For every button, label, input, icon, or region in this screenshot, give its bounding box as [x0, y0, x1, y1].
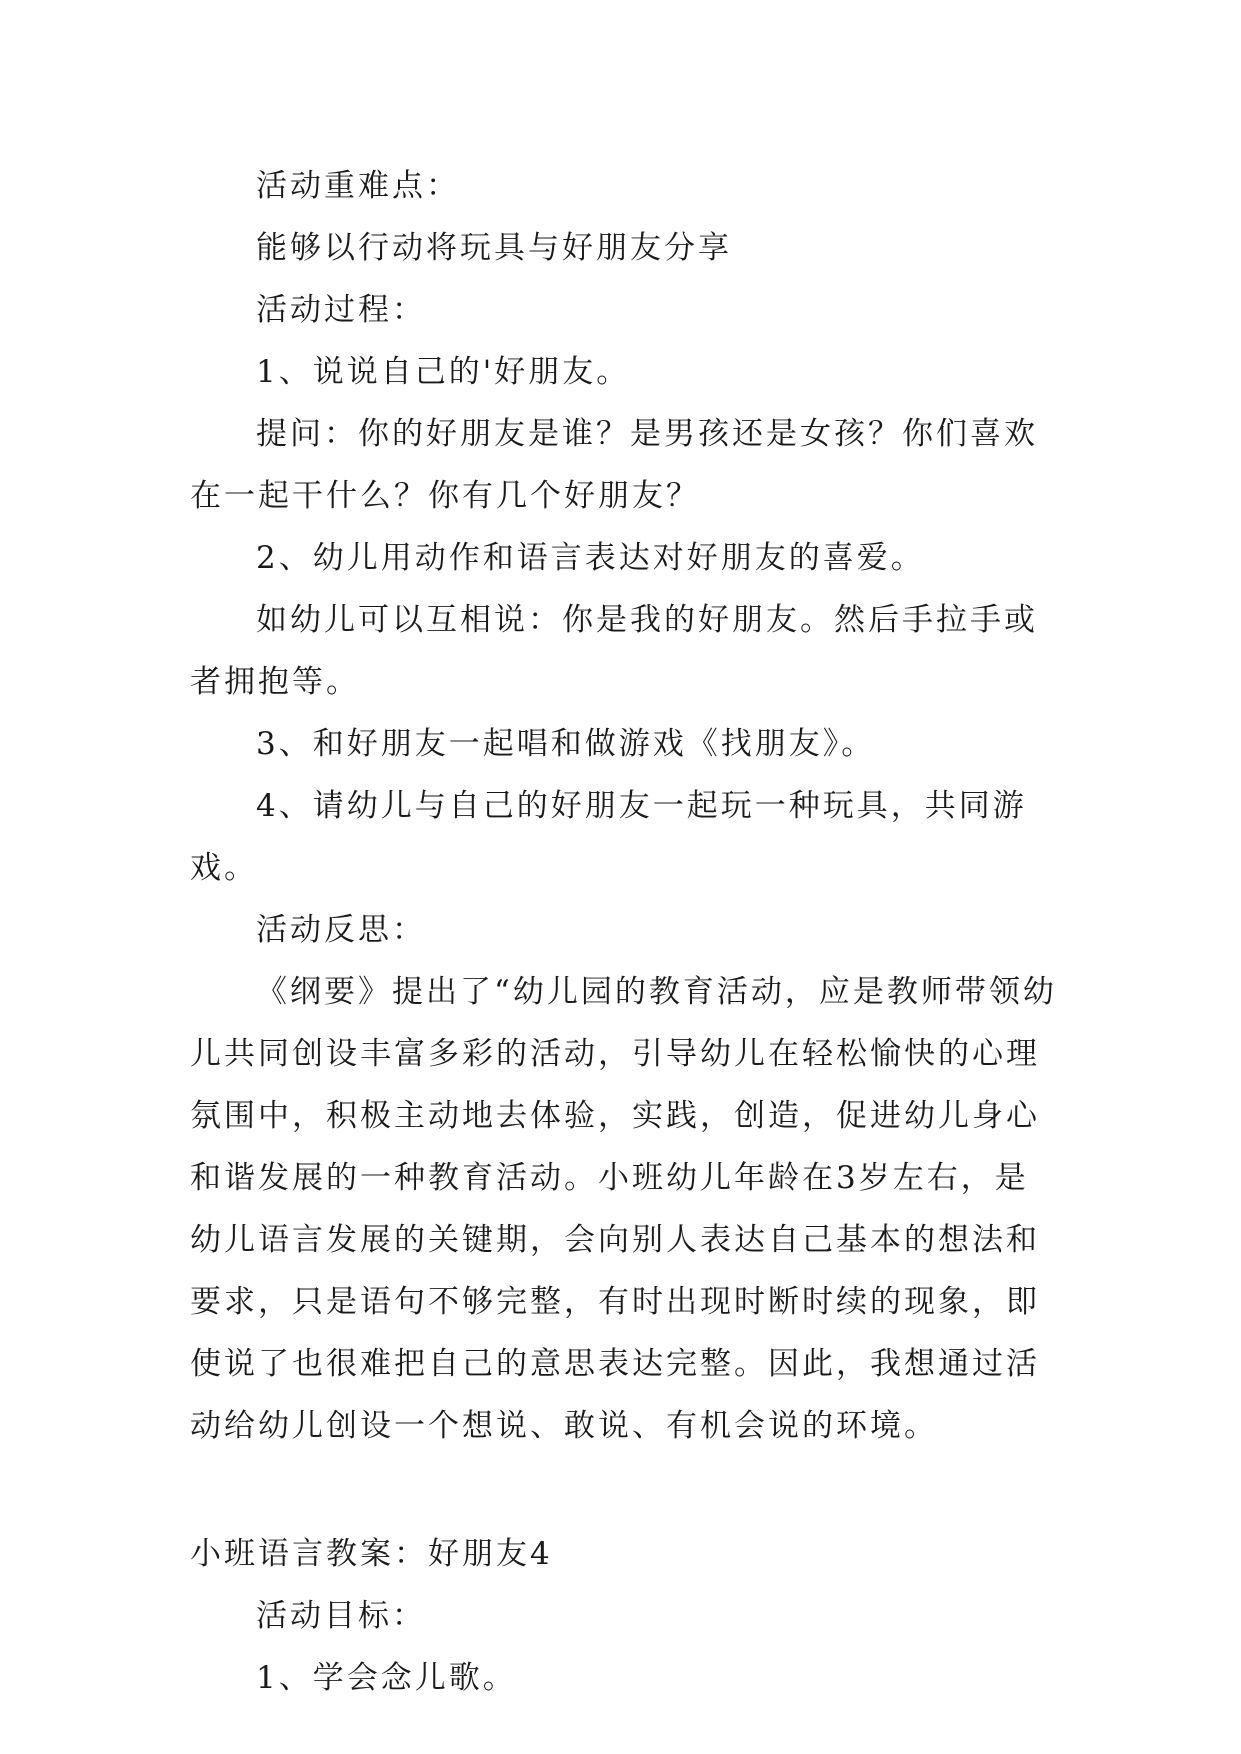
- paragraph-step-4: 4、请幼儿与自己的好朋友一起玩一种玩具，共同游戏。: [190, 788, 1027, 886]
- document-body: [190, 155, 1060, 1709]
- paragraph-key-points: 能够以行动将玩具与好朋友分享: [256, 230, 732, 266]
- paragraph-step-2: 2、幼儿用动作和语言表达对好朋友的喜爱。: [256, 540, 925, 576]
- paragraph-question: 提问：你的好朋友是谁？是男孩还是女孩？你们喜欢在一起干什么？你有几个好朋友？: [190, 416, 1038, 514]
- paragraph-step-3: 3、和好朋友一起唱和做游戏《找朋友》。: [256, 726, 876, 762]
- section-spacer: [190, 1457, 1060, 1519]
- paragraph-reflection-heading: 活动反思：: [256, 912, 426, 948]
- paragraph-goal-1: 1、学会念儿歌。: [256, 1660, 517, 1696]
- paragraph-key-points-heading: 活动重难点：: [256, 168, 460, 204]
- paragraph-goals-heading: 活动目标：: [256, 1598, 426, 1634]
- paragraph-process-heading: 活动过程：: [256, 292, 426, 328]
- paragraph-example: 如幼儿可以互相说：你是我的好朋友。然后手拉手或者拥抱等。: [190, 602, 1038, 700]
- paragraph-reflection: 《纲要》提出了“幼儿园的教育活动，应是教师带领幼儿共同创设丰富多彩的活动，引导幼儿在轻松愉快的心理氛围中，积极主动地去体验，实践，创造，促进幼儿身心和谐发展的一种教育活动。小班幼儿年龄在3岁左右，是幼儿语言发展的关键期，会向别人表达自己基本的想法和要求，只是语句不够完整，有时出现时断时续的现象，即使说了也很难把自己的意思表达完整。因此，我想通过活动给幼儿创设一个想说、敢说、有机会说的环境。: [190, 974, 1057, 1444]
- section-title: 小班语言教案：好朋友4: [190, 1536, 553, 1572]
- paragraph-step-1: 1、说说自己的'好朋友。: [256, 354, 631, 390]
